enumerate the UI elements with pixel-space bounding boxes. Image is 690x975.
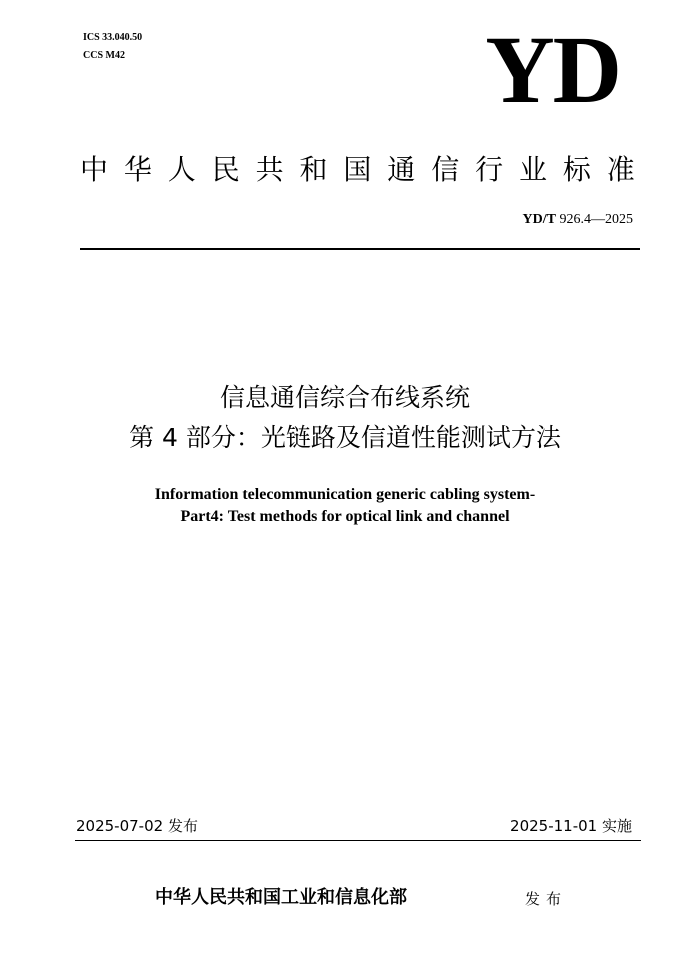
standard-number	[523, 210, 633, 230]
chinese-title-line-2: 第 4 部分：光链路及信道性能测试方法	[129, 423, 561, 452]
publish-label: 发布	[525, 890, 568, 908]
chinese-title-line-1: 信息通信综合布线系统	[219, 383, 470, 412]
english-title-line-1: Information telecommunication generic cabling system-	[154, 486, 536, 503]
issue-date: 2025-07-02 发布	[76, 817, 198, 835]
standard-number-value: 926.4—2025	[559, 212, 633, 227]
top-divider	[80, 248, 640, 250]
standard-category-title: 中华人民共和国通信行业标准	[80, 153, 651, 186]
bottom-divider	[75, 840, 641, 841]
standard-number-prefix: YD/T	[522, 212, 556, 227]
implementation-date: 2025-11-01 实施	[510, 817, 632, 835]
ics-code: ICS 33.040.50	[83, 32, 143, 43]
english-title-line-2: Part4: Test methods for optical link and channel	[180, 508, 510, 525]
publisher-name: 中华人民共和国工业和信息化部	[155, 887, 407, 908]
ccs-code: CCS M42	[83, 50, 125, 61]
standard-logo: YD	[485, 16, 620, 123]
